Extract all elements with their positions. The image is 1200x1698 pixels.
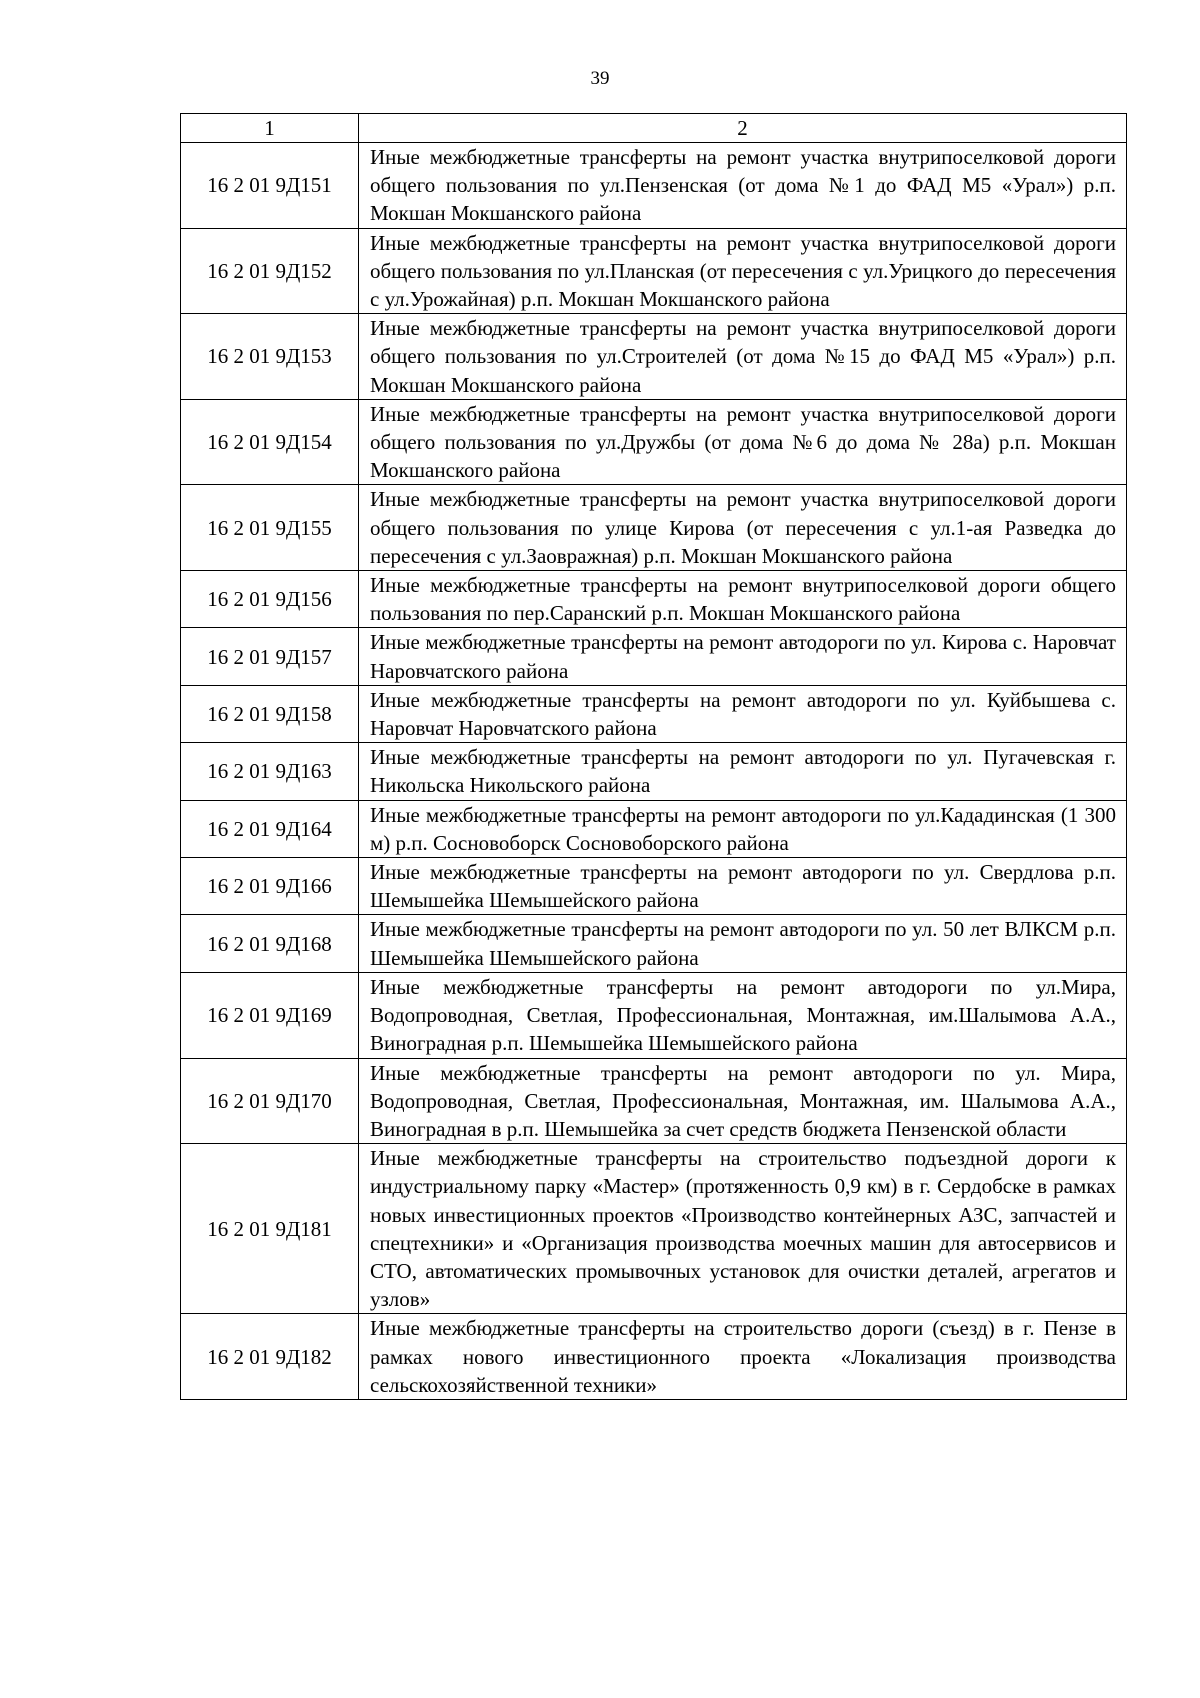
table-row — [181, 485, 1127, 571]
row-description-cell: Иные межбюджетные трансферты на ремонт автодороги по ул. Куйбышева с. Наровчат Наровчатского района — [359, 685, 1127, 742]
table-row — [181, 628, 1127, 685]
row-description-cell: Иные межбюджетные трансферты на ремонт внутрипоселковой дороги общего пользования по пер.Саранский р.п. Мокшан Мокшанского района — [359, 571, 1127, 628]
table-header-row — [181, 114, 1127, 143]
row-description-cell: Иные межбюджетные трансферты на ремонт участка внутрипоселковой дороги общего пользования по ул.Планская (от пересечения с ул.Урицкого до пересечения с ул.Урожайная) р.п. Мокшан Мокшанского района — [359, 228, 1127, 314]
table-row — [181, 685, 1127, 742]
page-number: 39 — [590, 68, 610, 89]
table-row — [181, 1314, 1127, 1400]
row-description-cell: Иные межбюджетные трансферты на ремонт автодороги по ул.Мира, Водопроводная, Светлая, Профессиональная, Монтажная, им.Шалымова А.А., Виноградная р.п. Шемышейка Шемышейского района — [359, 972, 1127, 1058]
table-row — [181, 571, 1127, 628]
table-row — [181, 314, 1127, 400]
row-code-cell: 16 2 01 9Д168 — [181, 915, 359, 972]
budget-classification-table — [180, 113, 1127, 1400]
table-row — [181, 399, 1127, 485]
table-row — [181, 1144, 1127, 1314]
row-code-cell: 16 2 01 9Д169 — [181, 972, 359, 1058]
row-code-cell: 16 2 01 9Д152 — [181, 228, 359, 314]
row-description-cell: Иные межбюджетные трансферты на ремонт автодороги по ул. Пугачевская г. Никольска Никольского района — [359, 743, 1127, 800]
row-description-cell: Иные межбюджетные трансферты на ремонт автодороги по ул. Мира, Водопроводная, Светлая, Профессиональная, Монтажная, им. Шалымова А.А., Виноградная в р.п. Шемышейка за счет средств бюджета Пензенской области — [359, 1058, 1127, 1144]
row-code-cell: 16 2 01 9Д158 — [181, 685, 359, 742]
table-row — [181, 800, 1127, 857]
row-description-cell: Иные межбюджетные трансферты на ремонт участка внутрипоселковой дороги общего пользования по ул.Строителей (от дома №15 до ФАД М5 «Урал») р.п. Мокшан Мокшанского района — [359, 314, 1127, 400]
row-description-cell: Иные межбюджетные трансферты на строительство подъездной дороги к индустриальному парку «Мастер» (протяженность 0,9 км) в г. Сердобске в рамках новых инвестиционных проектов «Производство контейнерных АЗС, запчастей и спецтехники» и «Организация производства моечных машин для автосервисов и СТО, автоматических промывочных установок для очистки деталей, агрегатов и узлов» — [359, 1144, 1127, 1314]
row-code-cell: 16 2 01 9Д164 — [181, 800, 359, 857]
row-description-cell: Иные межбюджетные трансферты на ремонт участка внутрипоселковой дороги общего пользования по улице Кирова (от пересечения с ул.1-ая Разведка до пересечения с ул.Заовражная) р.п. Мокшан Мокшанского района — [359, 485, 1127, 571]
row-code-cell: 16 2 01 9Д181 — [181, 1144, 359, 1314]
row-code-cell: 16 2 01 9Д151 — [181, 143, 359, 229]
table-row — [181, 228, 1127, 314]
table-row — [181, 915, 1127, 972]
row-description-cell: Иные межбюджетные трансферты на строительство дороги (съезд) в г. Пензе в рамках нового инвестиционного проекта «Локализация производства сельскохозяйственной техники» — [359, 1314, 1127, 1400]
row-description-cell: Иные межбюджетные трансферты на ремонт автодороги по ул.Кададинская (1 300 м) р.п. Сосновоборск Сосновоборского района — [359, 800, 1127, 857]
row-code-cell: 16 2 01 9Д155 — [181, 485, 359, 571]
row-code-cell: 16 2 01 9Д154 — [181, 399, 359, 485]
row-code-cell: 16 2 01 9Д156 — [181, 571, 359, 628]
table-row — [181, 858, 1127, 915]
column-header-description: 2 — [359, 114, 1127, 143]
table-row — [181, 1058, 1127, 1144]
row-description-cell: Иные межбюджетные трансферты на ремонт участка внутрипоселковой дороги общего пользования по ул.Дружбы (от дома №6 до дома № 28а) р.п. Мокшан Мокшанского района — [359, 399, 1127, 485]
table-row — [181, 743, 1127, 800]
row-code-cell: 16 2 01 9Д182 — [181, 1314, 359, 1400]
table-row — [181, 143, 1127, 229]
row-description-cell: Иные межбюджетные трансферты на ремонт участка внутрипоселковой дороги общего пользования по ул.Пензенская (от дома №1 до ФАД М5 «Урал») р.п. Мокшан Мокшанского района — [359, 143, 1127, 229]
row-code-cell: 16 2 01 9Д153 — [181, 314, 359, 400]
row-code-cell: 16 2 01 9Д163 — [181, 743, 359, 800]
row-description-cell: Иные межбюджетные трансферты на ремонт автодороги по ул. Свердлова р.п. Шемышейка Шемышейского района — [359, 858, 1127, 915]
row-description-cell: Иные межбюджетные трансферты на ремонт автодороги по ул. 50 лет ВЛКСМ р.п. Шемышейка Шемышейского района — [359, 915, 1127, 972]
table-row — [181, 972, 1127, 1058]
column-header-code: 1 — [181, 114, 359, 143]
row-description-cell: Иные межбюджетные трансферты на ремонт автодороги по ул. Кирова с. Наровчат Наровчатского района — [359, 628, 1127, 685]
row-code-cell: 16 2 01 9Д166 — [181, 858, 359, 915]
row-code-cell: 16 2 01 9Д157 — [181, 628, 359, 685]
row-code-cell: 16 2 01 9Д170 — [181, 1058, 359, 1144]
